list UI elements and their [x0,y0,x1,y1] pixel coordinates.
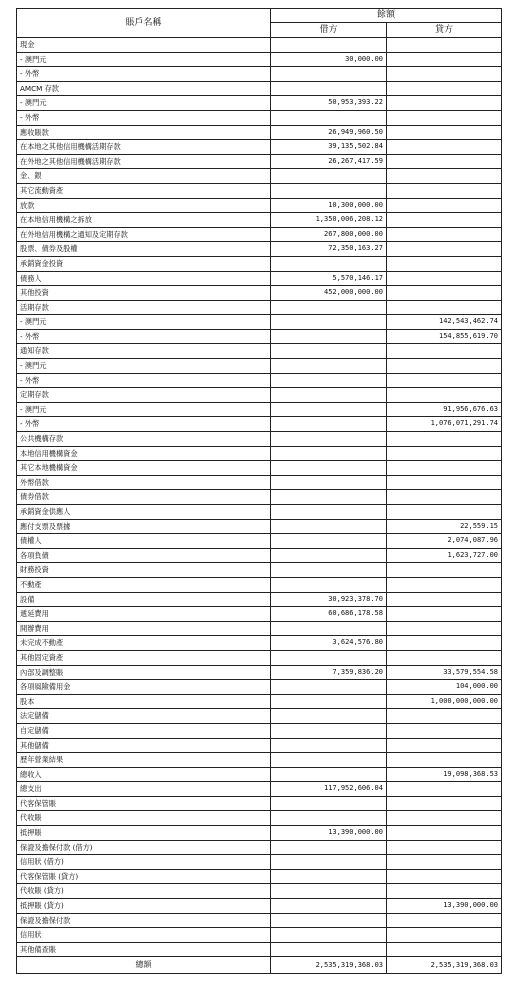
credit-cell [387,67,502,82]
debit-cell [271,461,387,476]
account-name-cell: 債務人 [17,271,271,286]
account-name-cell: 其他固定資產 [17,650,271,665]
credit-cell: 142,543,462.74 [387,315,502,330]
debit-cell: 117,952,606.04 [271,782,387,797]
table-row [17,461,502,476]
debit-cell [271,169,387,184]
account-name-cell: 定期存款 [17,388,271,403]
credit-cell: 154,855,619.70 [387,329,502,344]
credit-cell [387,227,502,242]
credit-cell: 33,579,554.58 [387,665,502,680]
table-row [17,942,502,957]
debit-cell [271,432,387,447]
account-name-cell: 承銷資金供應人 [17,505,271,520]
credit-cell [387,650,502,665]
account-name-cell: 抵押賬 [17,826,271,841]
credit-cell [387,928,502,943]
account-name-cell: 公共機構存款 [17,432,271,447]
credit-cell [387,782,502,797]
table-row [17,256,502,271]
credit-cell [387,81,502,96]
table-row [17,767,502,782]
debit-cell: 1,350,006,208.12 [271,213,387,228]
table-row [17,402,502,417]
credit-cell [387,869,502,884]
credit-cell [387,140,502,155]
account-name-cell: 金、銀 [17,169,271,184]
debit-header: 借方 [271,23,387,38]
table-row [17,344,502,359]
account-name-cell: 信用狀 [17,928,271,943]
debit-cell [271,388,387,403]
debit-cell [271,738,387,753]
table-row [17,753,502,768]
table-row [17,315,502,330]
credit-cell [387,490,502,505]
account-name-cell: 股票、債券及股權 [17,242,271,257]
table-row [17,563,502,578]
table-row [17,140,502,155]
credit-cell: 1,076,071,291.74 [387,417,502,432]
credit-cell [387,344,502,359]
total-debit: 2,535,319,368.03 [271,957,387,974]
table-row [17,432,502,447]
credit-cell [387,446,502,461]
table-row [17,548,502,563]
debit-cell [271,548,387,563]
credit-cell [387,577,502,592]
credit-cell [387,169,502,184]
debit-cell [271,475,387,490]
account-name-cell: 在本地之其他信用機構活期存款 [17,140,271,155]
account-name-cell: - 外幣 [17,373,271,388]
table-row [17,242,502,257]
table-row [17,709,502,724]
table-row [17,300,502,315]
table-row [17,534,502,549]
debit-cell [271,928,387,943]
table-row [17,519,502,534]
account-name-cell: - 澳門元 [17,52,271,67]
trial-balance-sheet [16,8,501,974]
debit-cell: 26,949,960.50 [271,125,387,140]
table-row [17,183,502,198]
debit-cell: 13,390,000.00 [271,826,387,841]
credit-cell [387,213,502,228]
account-name-cell: 通知存款 [17,344,271,359]
credit-cell [387,505,502,520]
credit-cell [387,461,502,476]
debit-cell [271,577,387,592]
debit-cell [271,753,387,768]
account-name-cell: - 外幣 [17,110,271,125]
account-name-header: 賬戶名稱 [17,9,271,38]
account-name-cell: 活期存款 [17,300,271,315]
credit-cell [387,811,502,826]
credit-cell: 1,000,000,000.00 [387,694,502,709]
account-name-cell: 在外地信用機構之通知及定期存款 [17,227,271,242]
account-name-cell: 代收賬 [17,811,271,826]
debit-cell [271,913,387,928]
table-row [17,154,502,169]
debit-cell [271,373,387,388]
credit-cell [387,52,502,67]
table-row [17,38,502,53]
debit-cell [271,796,387,811]
account-name-cell: AMCM 存款 [17,81,271,96]
account-name-cell: 其他儲備 [17,738,271,753]
debit-cell [271,869,387,884]
table-row [17,329,502,344]
credit-cell [387,373,502,388]
account-name-cell: 各項風險備用金 [17,680,271,695]
table-row [17,694,502,709]
credit-cell: 104,000.00 [387,680,502,695]
table-row [17,227,502,242]
debit-cell [271,723,387,738]
account-name-cell: 其它流動資產 [17,183,271,198]
table-row [17,738,502,753]
table-row [17,198,502,213]
credit-cell [387,621,502,636]
debit-cell [271,402,387,417]
account-name-cell: 內部及調整賬 [17,665,271,680]
table-row [17,636,502,651]
table-row [17,680,502,695]
account-name-cell: 外幣借款 [17,475,271,490]
account-name-cell: 代客保管賬 [17,796,271,811]
credit-cell [387,884,502,899]
account-name-cell: 財務投資 [17,563,271,578]
debit-cell [271,767,387,782]
account-name-cell: - 外幣 [17,329,271,344]
credit-cell [387,154,502,169]
table-row [17,169,502,184]
account-name-cell: 未完成不動產 [17,636,271,651]
credit-cell [387,286,502,301]
debit-cell [271,359,387,374]
table-row [17,811,502,826]
credit-cell [387,855,502,870]
account-name-cell: - 澳門元 [17,359,271,374]
debit-cell [271,899,387,914]
account-name-cell: 不動產 [17,577,271,592]
debit-cell [271,67,387,82]
debit-cell: 452,000,000.00 [271,286,387,301]
table-row [17,826,502,841]
debit-cell [271,183,387,198]
debit-cell [271,563,387,578]
debit-cell [271,840,387,855]
debit-cell [271,38,387,53]
balance-header: 餘額 [271,9,502,23]
table-row [17,855,502,870]
account-name-cell: 應付支票及票據 [17,519,271,534]
account-name-cell: 抵押賬 (貸方) [17,899,271,914]
credit-cell [387,300,502,315]
credit-cell [387,607,502,622]
debit-cell [271,884,387,899]
debit-cell [271,110,387,125]
credit-cell: 2,074,087.96 [387,534,502,549]
credit-cell [387,475,502,490]
credit-cell [387,110,502,125]
table-row [17,67,502,82]
debit-cell: 30,923,378.70 [271,592,387,607]
credit-cell [387,709,502,724]
debit-cell [271,329,387,344]
account-name-cell: - 澳門元 [17,96,271,111]
account-name-cell: 其他投資 [17,286,271,301]
table-row [17,577,502,592]
total-row [17,957,502,974]
table-row [17,665,502,680]
table-row [17,869,502,884]
debit-cell [271,315,387,330]
table-row [17,723,502,738]
debit-cell: 30,000.00 [271,52,387,67]
debit-cell [271,680,387,695]
debit-cell: 50,953,393.22 [271,96,387,111]
account-name-cell: 遞延費用 [17,607,271,622]
table-row [17,782,502,797]
account-name-cell: 設備 [17,592,271,607]
account-name-cell: 保證及擔保付款 [17,913,271,928]
account-name-cell: 在外地之其他信用機構活期存款 [17,154,271,169]
table-row [17,373,502,388]
table-row [17,96,502,111]
credit-cell: 19,098,368.53 [387,767,502,782]
account-name-cell: 總收入 [17,767,271,782]
debit-cell [271,811,387,826]
credit-cell [387,753,502,768]
debit-cell [271,519,387,534]
credit-cell: 91,956,676.63 [387,402,502,417]
debit-cell [271,490,387,505]
debit-cell: 60,686,178.58 [271,607,387,622]
account-name-cell: 自定儲備 [17,723,271,738]
credit-cell [387,738,502,753]
debit-cell: 39,135,502.84 [271,140,387,155]
table-row [17,607,502,622]
account-name-cell: 總支出 [17,782,271,797]
credit-cell [387,388,502,403]
debit-cell: 3,624,576.80 [271,636,387,651]
credit-cell [387,432,502,447]
debit-cell: 5,570,146.17 [271,271,387,286]
account-name-cell: - 澳門元 [17,315,271,330]
table-row [17,884,502,899]
credit-cell [387,359,502,374]
account-name-cell: - 外幣 [17,67,271,82]
table-row [17,650,502,665]
account-name-cell: - 澳門元 [17,402,271,417]
table-row [17,490,502,505]
debit-cell: 26,267,417.59 [271,154,387,169]
account-name-cell: 應收賬款 [17,125,271,140]
credit-cell [387,198,502,213]
debit-cell [271,650,387,665]
account-name-cell: 在本地信用機構之拆放 [17,213,271,228]
credit-cell [387,796,502,811]
credit-cell [387,563,502,578]
debit-cell [271,300,387,315]
table-row [17,621,502,636]
debit-cell: 10,300,000.00 [271,198,387,213]
debit-cell [271,694,387,709]
debit-cell [271,446,387,461]
credit-cell [387,840,502,855]
debit-cell: 267,800,000.00 [271,227,387,242]
account-name-cell: 其他備查賬 [17,942,271,957]
debit-cell [271,855,387,870]
debit-cell [271,534,387,549]
account-name-cell: 股本 [17,694,271,709]
account-name-cell: 債券借款 [17,490,271,505]
credit-cell [387,96,502,111]
credit-cell [387,38,502,53]
total-credit: 2,535,319,368.03 [387,957,502,974]
debit-cell [271,621,387,636]
account-name-cell: 法定儲備 [17,709,271,724]
table-row [17,446,502,461]
debit-cell [271,344,387,359]
credit-cell [387,125,502,140]
balance-table [16,8,502,974]
credit-cell [387,723,502,738]
table-row [17,928,502,943]
credit-cell: 1,623,727.00 [387,548,502,563]
account-name-cell: 其它本地機構資金 [17,461,271,476]
table-row [17,475,502,490]
credit-cell [387,271,502,286]
account-name-cell: 債權人 [17,534,271,549]
table-row [17,840,502,855]
credit-cell [387,592,502,607]
account-name-cell: 信用狀 (借方) [17,855,271,870]
table-row [17,899,502,914]
account-name-cell: 各項負債 [17,548,271,563]
account-name-cell: 保證及擔保付款 (借方) [17,840,271,855]
table-row [17,110,502,125]
account-name-cell: 承銷資金投資 [17,256,271,271]
credit-cell [387,913,502,928]
credit-cell [387,256,502,271]
table-row [17,52,502,67]
table-row [17,125,502,140]
account-rows [17,38,502,957]
account-name-cell: 歷年營業結果 [17,753,271,768]
credit-cell: 22,559.15 [387,519,502,534]
total-label: 總額 [17,957,271,974]
credit-cell [387,826,502,841]
table-row [17,388,502,403]
credit-header: 貸方 [387,23,502,38]
credit-cell [387,942,502,957]
table-row [17,271,502,286]
table-row [17,592,502,607]
account-name-cell: 現金 [17,38,271,53]
account-name-cell: - 外幣 [17,417,271,432]
account-name-cell: 本地信用機構資金 [17,446,271,461]
table-row [17,286,502,301]
account-name-cell: 開辦費用 [17,621,271,636]
debit-cell: 7,359,836.20 [271,665,387,680]
debit-cell [271,505,387,520]
debit-cell [271,709,387,724]
credit-cell: 13,390,000.00 [387,899,502,914]
debit-cell [271,81,387,96]
debit-cell [271,417,387,432]
table-row [17,213,502,228]
table-row [17,913,502,928]
credit-cell [387,242,502,257]
credit-cell [387,636,502,651]
credit-cell [387,183,502,198]
account-name-cell: 代收賬 (貸方) [17,884,271,899]
account-name-cell: 放款 [17,198,271,213]
account-name-cell: 代客保管賬 (貸方) [17,869,271,884]
table-row [17,81,502,96]
debit-cell [271,942,387,957]
table-row [17,359,502,374]
table-row [17,796,502,811]
debit-cell: 72,350,163.27 [271,242,387,257]
table-row [17,505,502,520]
table-row [17,417,502,432]
debit-cell [271,256,387,271]
